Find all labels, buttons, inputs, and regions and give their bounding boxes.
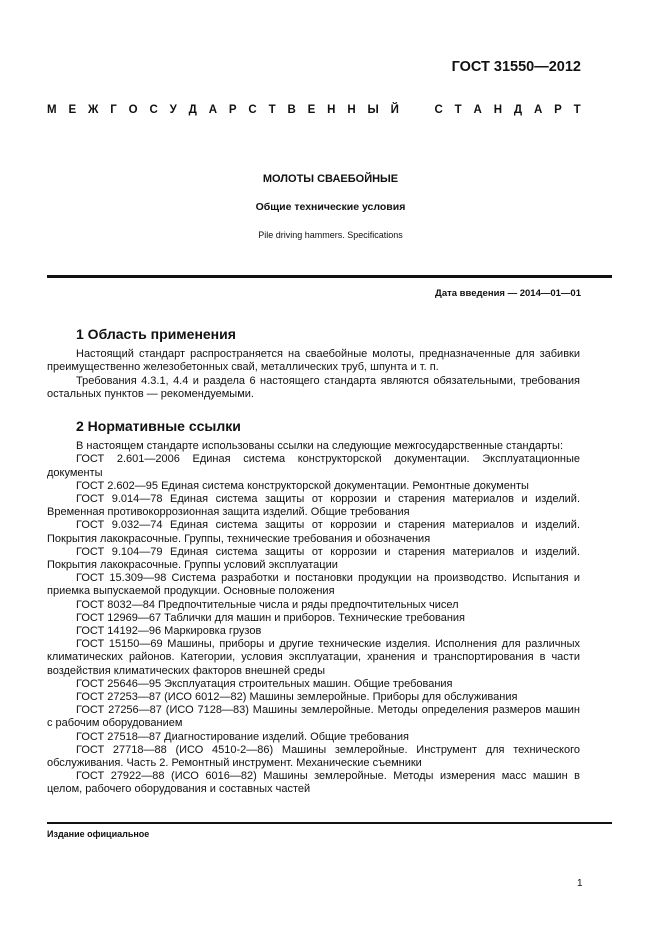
paragraph: ГОСТ 9.014—78 Единая система защиты от коррозии и старения материалов и изделий. Временная противокоррозионная защита изделий. Общие требования [47, 493, 580, 519]
paragraph: ГОСТ 9.032—74 Единая система защиты от коррозии и старения материалов и изделий. Покрытия лакокрасочные. Группы, технические требования и обозначения [47, 519, 580, 545]
section-1 [47, 328, 580, 401]
paragraph: ГОСТ 27922—88 (ИСО 6016—82) Машины землеройные. Методы измерения масс машин в целом, рабочего оборудования и составных частей [47, 770, 580, 796]
section-heading: 2 Нормативные ссылки [76, 418, 241, 434]
official-edition-label: Издание официальное [47, 829, 150, 839]
banner-letter: Н [493, 104, 503, 116]
banner-letter: А [533, 104, 543, 116]
paragraph: ГОСТ 2.601—2006 Единая система конструкторской документации. Эксплуатационные документы [47, 453, 580, 479]
banner-letter: С [248, 104, 257, 116]
banner-letter: Н [347, 104, 356, 116]
paragraph: ГОСТ 12969—67 Таблички для машин и приборов. Технические требования [76, 611, 466, 624]
banner-letter: А [473, 104, 482, 116]
banner-letter: С [434, 104, 443, 116]
banner-letter: Г [110, 104, 117, 116]
banner-letter: Р [228, 104, 237, 116]
banner-letter: Т [573, 104, 581, 116]
banner-letter: Т [454, 104, 462, 116]
banner-letter: Р [554, 104, 562, 116]
standard-banner [47, 104, 581, 116]
banner-letter: Ы [367, 104, 379, 116]
footer-divider [47, 822, 612, 824]
banner-letter: Й [390, 104, 399, 116]
paragraph: ГОСТ 27253—87 (ИСО 6012—82) Машины землеройные. Приборы для обслуживания [76, 691, 518, 704]
banner-letter: С [149, 104, 158, 116]
paragraph: ГОСТ 15.309—98 Система разработки и постановки продукции на производство. Испытания и приемка выпускаемой продукции. Основные положения [47, 572, 580, 598]
page-number: 1 [577, 878, 583, 889]
banner-letter: Ж [87, 104, 99, 116]
effective-date: Дата введения — 2014—01—01 [435, 288, 581, 299]
banner-letter: Е [307, 104, 316, 116]
paragraph: ГОСТ 14192—96 Маркировка грузов [76, 625, 262, 638]
paragraph: В настоящем стандарте использованы ссылки на следующие межгосударственные стандарты: [76, 440, 564, 453]
banner-letter: Д [513, 104, 523, 116]
paragraph: Требования 4.3.1, 4.4 и раздела 6 настоящего стандарта являются обязательными, требования остальных пунктов — рекомендуемыми. [47, 374, 580, 400]
paragraph: ГОСТ 2.602—95 Единая система конструкторской документации. Ремонтные документы [76, 479, 529, 492]
paragraph: ГОСТ 25646—95 Эксплуатация строительных машин. Общие требования [76, 677, 453, 690]
section-2 [47, 420, 580, 797]
document-title: МОЛОТЫ СВАЕБОЙНЫЕ [262, 173, 399, 185]
paragraph: ГОСТ 27256—87 (ИСО 7128—83) Машины землеройные. Методы определения размеров машин с рабочим оборудованием [47, 704, 580, 730]
paragraph: ГОСТ 9.104—79 Единая система защиты от коррозии и старения материалов и изделий. Покрытия лакокрасочные. Группы условий эксплуатации [47, 545, 580, 572]
paragraph: ГОСТ 8032—84 Предпочтительные числа и ряды предпочтительных чисел [76, 598, 459, 611]
english-title: Pile driving hammers. Specifications [258, 230, 403, 240]
banner-letter: О [128, 104, 138, 116]
section-heading: 1 Область применения [76, 326, 236, 342]
banner-letter: Н [327, 104, 336, 116]
banner-letter: А [208, 104, 218, 116]
banner-letter: Т [268, 104, 276, 116]
banner-letter: М [47, 104, 57, 116]
banner-letter: Д [188, 104, 197, 116]
banner-letter: В [287, 104, 296, 116]
banner-letter: Е [68, 104, 77, 116]
title-divider [47, 275, 612, 278]
banner-letter: У [169, 104, 177, 116]
standard-code: ГОСТ 31550—2012 [451, 59, 581, 75]
paragraph: ГОСТ 27518—87 Диагностирование изделий. Общие требования [76, 730, 409, 743]
paragraph: ГОСТ 27718—88 (ИСО 4510-2—86) Машины землеройные. Инструмент для технического обслуживания. Часть 2. Ремонтный инструмент. Механические съемники [47, 743, 580, 770]
paragraph: ГОСТ 15150—69 Машины, приборы и другие технические изделия. Исполнения для различных климатических районов. Категории, условия эксплуатации, хранения и транспортирования в части воздействия климатических факторов внешней среды [47, 638, 580, 677]
document-subtitle: Общие технические условия [255, 201, 406, 213]
paragraph: Настоящий стандарт распространяется на сваебойные молоты, предназначенные для забивки преимущественно железобетонных свай, металлических труб, шпунта и т. п. [47, 348, 580, 374]
